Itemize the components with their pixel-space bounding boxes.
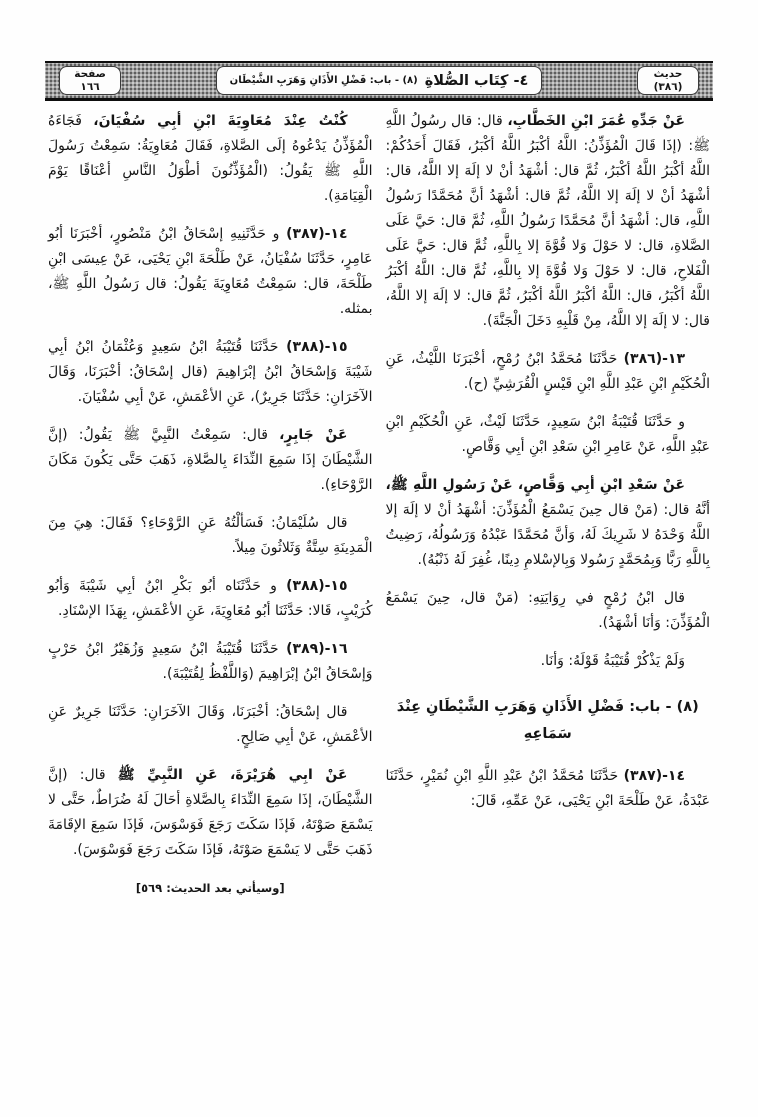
note-text: قال سُلَيْمَانُ: فَسَألْتُهُ عَنِ الرَّوْحَاءِ؟ فَقَالَ: هِيَ مِنَ الْمَدِينَةِ سِتَّةٌ وَثَلاثُونَ مِيلاً. <box>48 515 373 556</box>
note-text: قال ابْنُ رُمْحٍ في رِوَايَتِهِ: (مَنْ قال، حِينَ يَسْمَعُ الْمُؤَذِّنَ: وَأنَا أشْهَدُ). <box>385 590 710 631</box>
hadith-number-inline: ١٤-(٣٨٧) <box>623 768 685 784</box>
isnad-paragraph <box>386 764 711 814</box>
isnad-text: قال إسْحَاقُ: أخْبَرَنَا، وَقَالَ الآخَرَانِ: حَدَّثَنَا جَرِيرٌ عَنِ الأعْمَشِ، عَنْ أبِي صَالِحٍ. <box>48 704 373 745</box>
hadith-number-inline: ١٥-(٣٨٨) <box>286 339 348 355</box>
hadith-text-paragraph <box>48 423 373 498</box>
hadith-number-inline: ١٦-(٣٨٩) <box>286 641 348 657</box>
hadith-text-paragraph <box>386 109 711 334</box>
hadith-number-box <box>637 66 699 95</box>
isnad-paragraph <box>48 222 373 322</box>
text-columns <box>48 109 710 901</box>
hadith-text-paragraph <box>48 763 373 863</box>
hadith-text: قال: (إنَّ الشَّيْطَانَ، إذَا سَمِعَ النِّدَاءَ بِالصَّلاةِ أحَالَ لَهُ ضُرَاطٌ، حَتَّى لا يَسْمَعَ صَوْتَهُ، فَإذَا سَكَتَ رَجَعَ فَوَسْوَسَ، فَإذَا سَمِعَ الإقَامَةَ ذَهَبَ حَتَّى لا يَسْمَعَ صَوْتَهُ، فَإذَا سَكَتَ رَجَعَ فَوَسْوَسَ). <box>48 767 373 858</box>
page-label: صفحة <box>74 68 106 81</box>
isnad-paragraph <box>48 700 373 750</box>
isnad-text: حَدَّثَنَا قُتَيْبَةُ ابْنُ سَعِيدٍ وَعُثْمَانُ ابْنُ أبِي شَيْبَةَ وَإسْحَاقُ ابْنُ إبْرَاهِيمَ (قال إسْحَاقُ: أخْبَرَنَا، وَقَالَ الآخَرَانِ: حَدَّثَنَا جَرِيرٌ)، عَنِ الأعْمَشِ، عَنْ أبِي سُفْيَانَ. <box>48 339 373 405</box>
narrator-lead: عَنْ جَابِرٍ، <box>279 427 348 443</box>
hadith-number-inline: ١٥-(٣٨٨) <box>286 578 348 594</box>
isnad-text: حَدَّثَنَا مُحَمَّدُ ابْنُ عَبْدِ اللَّهِ ابْنِ نُمَيْرٍ، حَدَّثَنَا عَبْدَةُ، عَنْ طَلْحَةَ ابْنِ يَحْيَى، عَنْ عَمِّهِ، قَالَ: <box>385 768 710 809</box>
bab-heading <box>386 694 711 748</box>
narrator-lead: عَنْ ابِي هُرَيْرَةَ، عَنِ النَّبِيِّ ﷺ <box>117 767 348 783</box>
isnad-paragraph <box>386 347 711 397</box>
book-title: ٤- كِتَاب الصُّلاةِ <box>424 72 529 89</box>
cross-reference-note: [وسيأتي بعد الحديث: ٥٦٩] <box>135 881 285 895</box>
isnad-text: و حَدَّثَنِيهِ إسْحَاقُ ابْنُ مَنْصُورٍ، أخْبَرَنَا أبُو عَامِرٍ، حَدَّثَنَا سُفْيَانُ، عَنْ طَلْحَةَ ابْنِ يَحْيَى، عَنْ عِيسَى ابْنِ طَلْحَةَ، قال: سَمِعْتُ مُعَاوِيَةَ يَقُولُ: قال رَسُولُ اللَّهِ ﷺ، بمثله. <box>48 226 373 317</box>
right-column <box>386 109 711 827</box>
page-header <box>45 61 713 101</box>
hadith-label: حديث <box>653 68 683 81</box>
hadith-text-paragraph <box>48 109 373 209</box>
isnad-paragraph <box>386 410 711 460</box>
hadith-text-paragraph <box>386 473 711 573</box>
variant-note-paragraph <box>386 649 711 674</box>
hadith-text: فَجَاءَهُ الْمُؤَذِّنُ يَدْعُوهُ إلَى الصَّلاةِ، فَقَالَ مُعَاوِيَةُ: سَمِعْتُ رَسُولَ اللَّهِ ﷺ يَقُولُ: (الْمُؤَذِّنُونَ أطْوَلُ النَّاسِ أعْنَاقًا يَوْمَ الْقِيَامَةِ). <box>48 113 373 204</box>
note-text: وَلَمْ يَذْكُرْ قُتَيْبَةُ قَوْلَهُ: وَأنَا. <box>540 653 685 669</box>
isnad-text: حَدَّثَنَا مُحَمَّدُ ابْنُ رُمْحٍ، أخْبَرَنَا اللَّيْثُ، عَنِ الْحُكَيْمِ ابْنِ عَبْدِ اللَّهِ ابْنِ قَيْسٍ الْقُرَشِيِّ (ح). <box>385 351 710 392</box>
hadith-number: (٣٨٦) <box>653 80 683 93</box>
variant-note-paragraph <box>386 586 711 636</box>
narrator-lead: كُنْتُ عِنْدَ مُعَاوِيَةَ ابْنِ أبِي سُفْيَانَ، <box>93 113 348 129</box>
isnad-paragraph <box>48 574 373 624</box>
variant-note-paragraph <box>48 511 373 561</box>
chapter-title: (٨) - باب: فَضْلِ الأَذَانِ وَهَرَبِ الشَّيْطَان <box>229 75 418 86</box>
isnad-paragraph <box>48 637 373 687</box>
page-number: ١٦٦ <box>80 80 100 93</box>
left-column <box>48 109 373 901</box>
page-number-box <box>59 66 121 95</box>
bab-heading-text: (٨) - باب: فَضْلِ الأَذَانِ وَهَرَبِ الشَّيْطَانِ عِنْدَ سَمَاعِهِ <box>396 699 699 742</box>
isnad-text: و حَدَّثَنَاه أبُو بَكْرِ ابْنُ أبِي شَيْبَةَ وَأبُو كُرَيْبٍ، قَالا: حَدَّثَنَا أبُو مُعَاوِيَةَ، عَنِ الأعْمَشِ، بِهَذَا الإسْنَادِ. <box>48 578 373 619</box>
narrator-lead: عَنْ سَعْدِ ابْنِ أبِي وَقَّاصٍ، عَنْ رَسُولِ اللَّهِ ﷺ، <box>385 477 685 493</box>
isnad-text: و حَدَّثَنَا قُتَيْبَةُ ابْنُ سَعِيدٍ، حَدَّثَنَا لَيْثٌ، عَنِ الْحُكَيْمِ ابْنِ عَبْدِ اللَّهِ، عَنْ عَامِرِ ابْنِ سَعْدِ ابْنِ أبِي وَقَّاصٍ. <box>385 414 710 455</box>
hadith-text: أنَّهُ قال: (مَنْ قال حِينَ يَسْمَعُ الْمُؤَذِّنَ: أشْهَدُ أنْ لا إلَهَ إلا اللَّهُ وَحْدَهُ لا شَرِيكَ لَهُ، وَأنَّ مُحَمَّدًا عَبْدُهُ وَرَسُولُهُ، رَضِيتُ بِاللَّهِ رَبًّا وَبِمُحَمَّدٍ رَسُولا وَبِالإسْلامِ دِينًا، غُفِرَ لَهُ ذَنْبُهُ). <box>385 502 710 568</box>
narrator-lead: عَنْ جَدِّهِ عُمَرَ ابْنِ الخَطَّابِ، <box>507 113 685 129</box>
hadith-text: قال: قال رسُولُ اللَّهِ ﷺ: (إذَا قَالَ الْمُؤَذِّنُ: اللَّهُ أكْبَرُ اللَّهُ أكْبَرُ، فَقَالَ أَحَدُكُمْ: اللَّهُ أكْبَرُ اللَّهُ أكْبَرُ، ثُمَّ قال: أشْهَدُ أنْ لا إلَهَ إلا اللَّهُ، قال: أشْهَدُ أنْ لا إلَهَ إلا اللَّهُ، ثُمَّ قال: أشْهَدُ أنَّ مُحَمَّدًا رَسُولُ اللَّهِ، قال: أشْهَدُ أنَّ مُحَمَّدًا رَسُولُ اللَّهِ، ثُمَّ قال: حَيَّ عَلَى الصَّلاةِ، قال: لا حَوْلَ وَلا قُوَّةَ إلا بِاللَّهِ، ثُمَّ قال: حَيَّ عَلَى الْفَلاحِ، قال: لا حَوْلَ وَلا قُوَّةَ إلا بِاللَّهِ، ثُمَّ قال: اللَّهُ أكْبَرُ اللَّهُ أكْبَرُ، قال: اللَّهُ أكْبَرُ اللَّهُ أكْبَرُ، ثُمَّ قال: لا إلَهَ إلا اللَّهُ، قال: لا إلَهَ إلا اللَّهُ، مِنْ قَلْبِهِ دَخَلَ الْجَنَّةَ). <box>385 113 710 329</box>
isnad-paragraph <box>48 335 373 410</box>
chapter-title-box <box>216 66 543 95</box>
isnad-text: حَدَّثَنَا قُتَيْبَةُ ابْنُ سَعِيدٍ وَزُهَيْرُ ابْنُ حَرْبٍ وَإسْحَاقُ ابْنُ إبْرَاهِيمَ (وَاللَّفْظُ لِقُتَيْبَةَ). <box>48 641 373 682</box>
hadith-number-inline: ١٤-(٣٨٧) <box>286 226 348 242</box>
hadith-number-inline: ١٣-(٣٨٦) <box>623 351 685 367</box>
hadith-text: قال: سَمِعْتُ النَّبِيَّ ﷺ يَقُولُ: (إنَّ الشَّيْطَانَ إذَا سَمِعَ النِّدَاءَ بِالصَّلاةِ، ذَهَبَ حَتَّى يَكُونَ مَكَانَ الرَّوْحَاءِ). <box>48 427 373 493</box>
